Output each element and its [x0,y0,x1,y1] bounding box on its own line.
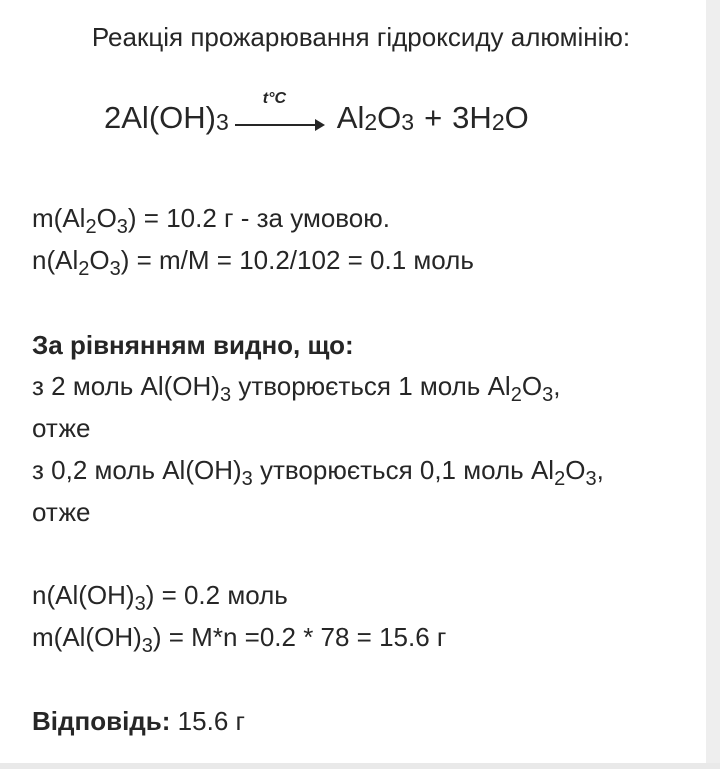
reaction-condition: t°C [262,90,287,107]
arrow-head-icon [315,119,325,131]
reaction-arrow [235,90,325,136]
product2-element-b: O [504,100,529,135]
text-part: ) = 0.2 моль [145,580,288,610]
hydroxide-moles-line [32,580,288,616]
mass-given-line [32,203,390,239]
ratio-line-2 [32,455,604,491]
subscript: 3 [141,635,153,657]
text-part: утворюється 0,1 моль Al [252,455,555,485]
text-part: n(Al(OH) [32,580,135,610]
text-part: , [553,371,561,401]
reactant-formula: Al(OH) [121,100,216,135]
text-part: ) = m/M = 10.2/102 = 0.1 моль [120,245,474,275]
product1-element-b: O [377,100,402,135]
subscript: 2 [554,468,566,490]
text-part: O [96,203,117,233]
subscript: 3 [219,384,232,406]
ratio-line-1 [32,371,560,407]
answer-label: Відповідь: [32,706,171,736]
answer-value: 15.6 г [170,706,245,736]
subscript: 3 [585,468,597,490]
text-part: m(Al [32,203,86,233]
equation-note-heading: За рівнянням видно, що: [32,330,354,360]
subscript: 2 [510,384,522,406]
text-part: O [521,371,543,401]
product1-subscript-a: 2 [364,109,378,135]
answer-line [32,706,245,737]
bottom-edge-strip [0,763,720,769]
text-part: з 2 моль Al(OH) [32,371,220,401]
subscript: 3 [241,468,253,490]
subscript: 2 [85,216,97,238]
text-part: , [596,455,604,485]
text-part: n(Al [32,245,79,275]
product1-element-a: Al [336,100,365,135]
reactant-subscript: 3 [215,109,229,135]
subscript: 3 [134,593,146,615]
product1-subscript-b: 3 [401,109,415,135]
text-part: утворюється 1 моль Al [231,371,511,401]
product2-element-a: H [469,100,492,135]
text-part: ) = M*n =0.2 * 78 = 15.6 г [152,622,447,652]
product2-subscript: 2 [491,109,505,135]
right-edge-strip [706,0,720,769]
text-part: O [565,455,586,485]
therefore-line-1: отже [32,413,91,443]
plus-sign: + [424,100,443,135]
subscript: 2 [78,258,90,280]
page-title: Реакція прожарювання гідроксиду алюмінію: [91,22,631,52]
text-part: з 0,2 моль Al(OH) [32,455,242,485]
product2-coefficient: 3 [452,100,470,135]
text-part: O [89,245,110,275]
therefore-line-2: отже [32,497,91,527]
moles-calc-line [32,245,474,281]
reactant-coefficient: 2 [104,100,122,135]
reaction-equation [104,90,529,136]
text-part: m(Al(OH) [32,622,142,652]
hydroxide-mass-line [32,622,446,658]
arrow-line [235,124,319,126]
subscript: 3 [116,216,128,238]
subscript: 3 [542,384,554,406]
subscript: 3 [109,258,121,280]
text-part: ) = 10.2 г - за умовою. [127,203,390,233]
